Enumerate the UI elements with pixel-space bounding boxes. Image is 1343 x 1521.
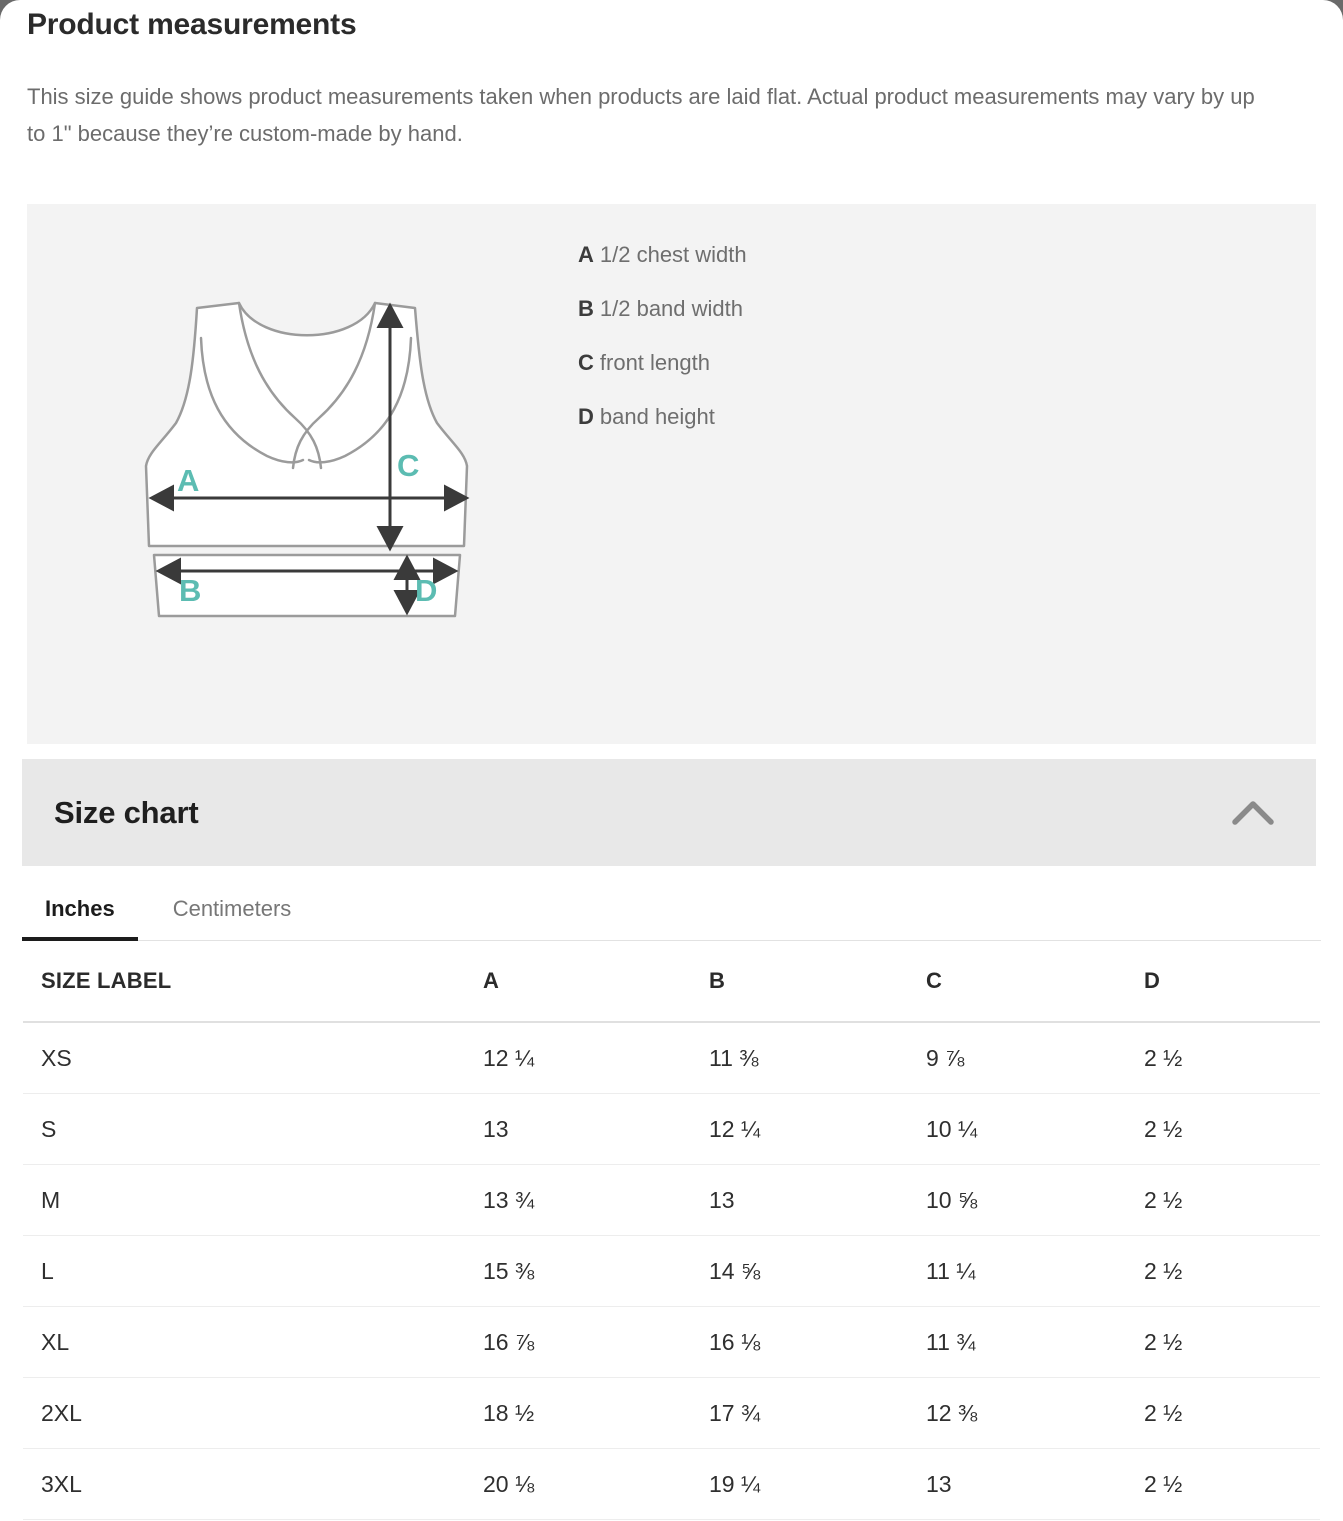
diagram-label-B: B: [179, 573, 202, 608]
diagram-label-C: C: [397, 448, 420, 483]
table-row: [23, 1378, 1320, 1449]
size-label-cell: 2XL: [41, 1399, 82, 1426]
measurement-cell: 16 ⅞: [483, 1328, 535, 1355]
measurement-cell: 11 ⅜: [709, 1044, 759, 1071]
legend-letter: A: [578, 242, 594, 267]
size-label-cell: XL: [41, 1328, 70, 1355]
size-label-cell: 3XL: [41, 1470, 82, 1497]
legend-item: [578, 404, 747, 429]
size-table: [23, 941, 1320, 1520]
measurement-cell: 12 ¼: [483, 1044, 535, 1071]
legend-letter: D: [578, 404, 594, 429]
measurement-cell: 16 ⅛: [709, 1328, 761, 1355]
size-table-rows: [23, 1023, 1320, 1520]
measurement-cell: 13 ¾: [483, 1186, 535, 1213]
legend-label: 1/2 band width: [599, 296, 743, 321]
table-row: [23, 1094, 1320, 1165]
column-header-d: D: [1144, 968, 1161, 993]
measurement-cell: 13: [709, 1186, 735, 1213]
measurement-cell: 20 ⅛: [483, 1470, 535, 1497]
measurement-cell: 11 ¼: [926, 1257, 976, 1284]
measurement-cell: 15 ⅜: [483, 1257, 535, 1284]
collapse-button[interactable]: [1230, 799, 1276, 827]
table-row: [23, 1307, 1320, 1378]
legend-label: front length: [599, 350, 710, 375]
measurement-cell: 19 ¼: [709, 1470, 761, 1497]
measurement-cell: 12 ¼: [709, 1115, 761, 1142]
measurement-cell: 2 ½: [1144, 1257, 1183, 1284]
table-row: [23, 1449, 1320, 1520]
bra-body-outline: [146, 303, 467, 546]
measurement-cell: 14 ⅝: [709, 1257, 761, 1284]
column-header-c: C: [926, 968, 943, 993]
unit-tabs: [22, 866, 1321, 941]
measurement-legend: [578, 242, 747, 458]
size-label-cell: S: [41, 1115, 57, 1142]
measurement-cell: 13: [483, 1115, 509, 1142]
measurement-cell: 10 ¼: [926, 1115, 978, 1142]
measurement-cell: 13: [926, 1470, 952, 1497]
size-chart-section-header[interactable]: [22, 759, 1316, 866]
diagram-label-A: A: [177, 463, 200, 498]
legend-label: band height: [599, 404, 715, 429]
measurement-cell: 18 ½: [483, 1399, 535, 1426]
tab-centimeters[interactable]: Centimeters: [172, 896, 292, 921]
column-header-b: B: [709, 968, 726, 993]
measurement-cell: 2 ½: [1144, 1470, 1183, 1497]
size-chart-title: Size chart: [54, 794, 199, 830]
measurement-cell: 9 ⅞: [926, 1044, 965, 1071]
measurement-cell: 2 ½: [1144, 1115, 1183, 1142]
page-description: This size guide shows product measurements taken when products are laid flat. Actual product measurements may vary by up to 1" because they’re custom-made by hand.: [27, 84, 1255, 146]
diagram-label-D: D: [415, 573, 438, 608]
table-row: [23, 1023, 1320, 1094]
measurement-cell: 2 ½: [1144, 1328, 1183, 1355]
column-header-size-label: SIZE LABEL: [41, 968, 172, 993]
legend-item: [578, 242, 747, 267]
size-label-cell: XS: [41, 1044, 72, 1071]
measurement-cell: 2 ½: [1144, 1399, 1183, 1426]
measurement-cell: 17 ¾: [709, 1399, 761, 1426]
table-row: [23, 1236, 1320, 1307]
column-header-a: A: [483, 968, 500, 993]
legend-letter: B: [578, 296, 594, 321]
legend-letter: C: [578, 350, 594, 375]
legend-label: 1/2 chest width: [599, 242, 747, 267]
legend-item: [578, 296, 747, 321]
page-title: Product measurements: [27, 8, 357, 41]
legend-item: [578, 350, 747, 375]
measurement-cell: 12 ⅜: [926, 1399, 978, 1426]
measurement-cell: 11 ¾: [926, 1328, 976, 1355]
sports-bra-diagram: [137, 298, 482, 633]
size-label-cell: M: [41, 1186, 61, 1213]
measurement-cell: 2 ½: [1144, 1044, 1183, 1071]
table-row: [23, 1165, 1320, 1236]
measurement-diagram-panel: [27, 204, 1316, 744]
size-label-cell: L: [41, 1257, 54, 1284]
tab-inches[interactable]: Inches: [22, 884, 138, 940]
chevron-up-icon: [1230, 799, 1276, 827]
measurement-cell: 2 ½: [1144, 1186, 1183, 1213]
table-header-row: [23, 941, 1320, 1023]
measurement-cell: 10 ⅝: [926, 1186, 978, 1213]
